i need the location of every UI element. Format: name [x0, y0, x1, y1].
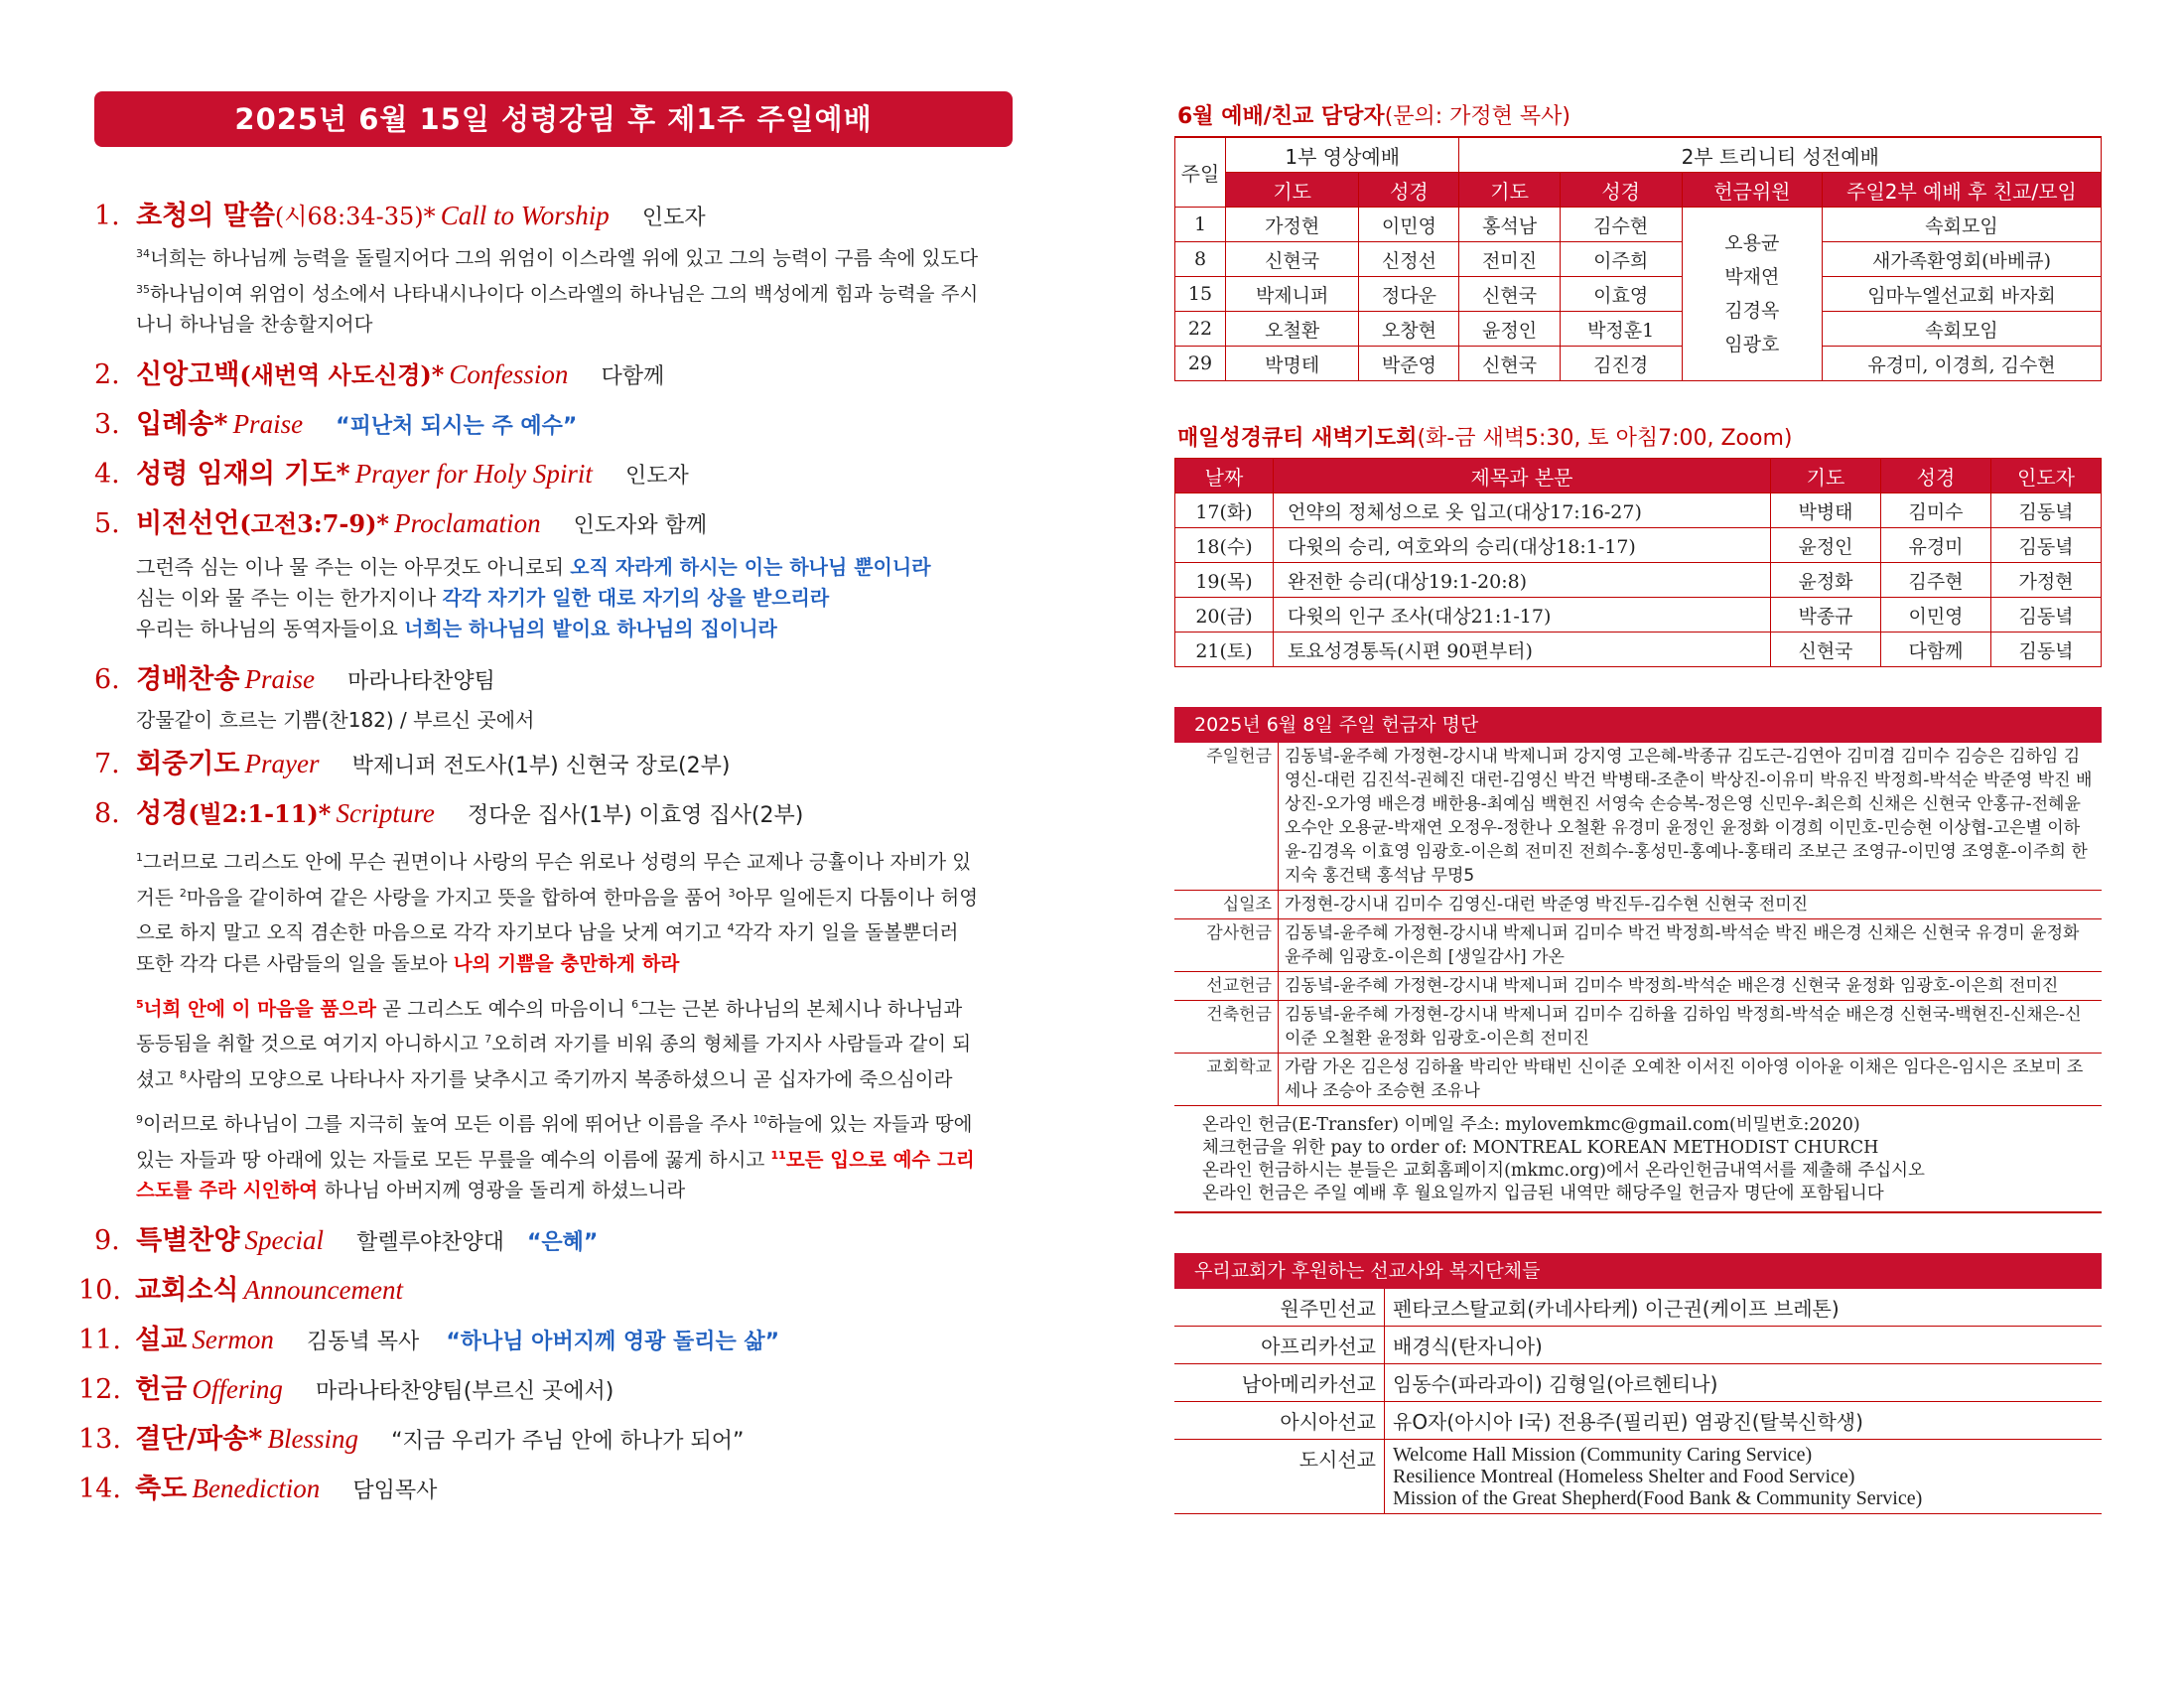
mission-row: 남아메리카선교 임동수(파라과이) 김형일(아르헨티나)	[1174, 1364, 2102, 1402]
offering-table	[1174, 743, 2102, 1106]
missions-heading: 우리교회가 후원하는 선교사와 복지단체들	[1174, 1253, 2102, 1289]
info-page	[1174, 99, 2102, 1514]
qt-row: 21(토) 토요성경통독(시편 90편부터) 신현국 다함께 김동녘	[1175, 633, 2102, 667]
qt-row: 19(목) 완전한 승리(대상19:1-20:8) 윤정화 김주현 가정현	[1175, 563, 2102, 598]
order-item-3: 3. 입례송* Praise “피난처 되시는 주 예수”	[94, 409, 578, 440]
duty-row: 1 가정현 이민영 홍석남 김수현 오용균 박재연 김경옥 임광호 속회모임	[1175, 208, 2102, 242]
scripture-text-2: $^5$너희 안에 이 마음을 품으라 곧 그리스도 예수의 마음이니 $^6$그는 근본 하나님의 본체시나 하나님과 동등됨을 취할 것으로 여기지 아니하시고 $^7$오히려 자기를 비워 종의 형체를 가지사 사람들과 같이 되셨고 $^8$사람의 모양으로 나타나사 자기를 낮추시고 죽기까지 복종하셨으니 곧 십자가에 죽으심이라	[136, 997, 972, 1090]
scripture-text-1: $^1$그러므로 그리스도 안에 무슨 권면이나 사랑의 무슨 위로나 성령의 무슨 교제나 긍휼이나 자비가 있거든 $^2$마음을 같이하여 같은 사랑을 가지고 뜻을 합하여 한마음을 품어 $^3$아무 일에든지 다툼이나 허영으로 하지 말고 오직 겸손한 마음으로 각각 자기보다 남을 낫게 여기고 $^4$각각 자기 일을 돌볼뿐더러 또한 각각 다른 사람들의 일을 돌보아 나의 기쁨을 충만하게 하라	[136, 850, 979, 975]
mission-row: 원주민선교 펜타코스탈교회(카네사타케) 이근권(케이프 브레톤)	[1174, 1289, 2102, 1327]
order-item-9: 9. 특별찬양 Special 할렐루야찬양대 “은혜”	[94, 1225, 599, 1256]
order-item-2: 2. 신앙고백(새번역 사도신경)* Confession 다함께	[94, 359, 665, 390]
duty-row: 8 신현국 신정선 전미진 이주희 새가족환영회(바베큐)	[1175, 242, 2102, 277]
offering-row: 교회학교 가람 가온 김은성 김하율 박리안 박태빈 신이준 오예찬 이서진 이아영 이아윤 이채은 임다은-임시은 조보미 조세나 조승아 조승현 조유나	[1174, 1054, 2102, 1106]
qt-row: 17(화) 언약의 정체성으로 옷 입고(대상17:16-27) 박병태 김미수 김동녘	[1175, 493, 2102, 528]
order-item-14: 14. 축도 Benediction 담임목사	[78, 1474, 438, 1504]
online-offering-info: 온라인 헌금(E-Transfer) 이메일 주소: mylovemkmc@gmail.com(비밀번호:2020) 체크헌금을 위한 pay to order of: MONTREAL KOREAN METHODIST CHURCH 온라인 헌금하시는 분들은 교회홈페이지(mkmc.org)에서 온라인헌금내역서를 제출해 주십시오 온라인 헌금은 주일 예배 후 월요일까지 입금된 내역만 해당주일 헌금자 명단에 포함됩니다	[1174, 1106, 2102, 1213]
offering-team: 오용균 박재연 김경옥 임광호	[1682, 208, 1822, 381]
order-item-7: 7. 회중기도 Prayer 박제니퍼 전도사(1부) 신현국 장로(2부)	[94, 749, 731, 779]
order-of-worship	[78, 191, 1013, 1513]
offering-row: 선교헌금 김동녘-윤주혜 가정현-강시내 박제니퍼 김미수 박정희-박석순 배은경 신현국 윤정화 임광호-이은희 전미진	[1174, 972, 2102, 1001]
offering-heading: 2025년 6월 8일 주일 헌금자 명단	[1174, 707, 2102, 743]
duty-row: 15 박제니퍼 정다운 신현국 이효영 임마누엘선교회 바자회	[1175, 277, 2102, 312]
hymn-list: 강물같이 흐르는 기쁨(찬182) / 부르신 곳에서	[136, 708, 535, 732]
order-item-8: 8. 성경(빌2:1-11)* Scripture 정다운 집사(1부) 이효영 집사(2부)	[94, 798, 804, 829]
psalm-text: $^{34}$너희는 하나님께 능력을 돌릴지어다 그의 위엄이 이스라엘 위에 있고 그의 능력이 구름 속에 있도다 $^{35}$하나님이여 위엄이 성소에서 나타내시나이다 이스라엘의 하나님은 그의 백성에게 힘과 능력을 주시나니 하나님을 찬송할지어다	[136, 246, 979, 336]
missions-table	[1174, 1289, 2102, 1514]
order-item-13: 13. 결단/파송* Blessing “지금 우리가 주님 안에 하나가 되어”	[78, 1424, 745, 1455]
duty-row: 29 박명테 박준영 신현국 김진경 유경미, 이경희, 김수현	[1175, 347, 2102, 381]
worship-order-page	[78, 91, 1013, 1504]
scripture-text-3: $^9$이러므로 하나님이 그를 지극히 높여 모든 이름 위에 뛰어난 이름을 주사 $^{10}$하늘에 있는 자들과 땅에 있는 자들과 땅 아래에 있는 자들로 모든 무릎을 예수의 이름에 꿇게 하시고 $^{11}$모든 입으로 예수 그리스도를 주라 시인하여 하나님 아버지께 영광을 돌리게 하셨느니라	[136, 1112, 975, 1201]
offering-row: 주일헌금 김동녘-윤주혜 가정현-강시내 박제니퍼 강지영 고은혜-박종규 김도근-김연아 김미겸 김미수 김승은 김하임 김영신-대런 김진석-권혜진 대런-김영신 박건 박병태-조춘이 박상진-이유미 박유진 박정희-박석순 박준영 박진 배상진-오가영 배은경 배한용-최예심 백현진 서영숙 손승복-정은영 신민우-최은희 신채은 신현국 안홍규-전혜윤 오수안 오용균-박재연 오정우-정한나 오철환 유경미 윤정인 윤정화 이경희 이민호-민승현 이상협-고은별 이하윤-김경옥 이효영 임광호-이은희 전미진 전희수-홍성민-홍예나-홍태리 조보근 조영규-이민영 조영훈-이주희 한지숙 홍건택 홍석남 무명5	[1174, 743, 2102, 891]
order-item-4: 4. 성령 임재의 기도* Prayer for Holy Spirit 인도자	[94, 459, 689, 490]
order-item-1: 1. 초청의 말씀(시68:34-35)* Call to Worship 인도자	[94, 201, 706, 231]
service-title: 2025년 6월 15일 성령강림 후 제1주 주일예배	[94, 91, 1013, 147]
offering-row: 건축헌금 김동녘-윤주혜 가정현-강시내 박제니퍼 김미수 김하율 김하임 박정희-박석순 배은경 신현국-백현진-신채은-신이준 오철환 윤정화 임광호-이은희 전미진	[1174, 1001, 2102, 1054]
vision-text: 그런즉 심는 이나 물 주는 이는 아무것도 아니로되 오직 자라게 하시는 이는 하나님 뿐이니라 심는 이와 물 주는 이는 한가지이나 각각 자기가 일한 대로 자기의 상을 받으리라 우리는 하나님의 동역자들이요 너희는 하나님의 밭이요 하나님의 집이니라	[136, 555, 931, 640]
mission-row: 아시아선교 유O자(아시아 I국) 전용주(필리핀) 염광진(탈북신학생)	[1174, 1402, 2102, 1440]
order-item-5: 5. 비전선언(고전3:7-9)* Proclamation 인도자와 함께	[94, 508, 708, 539]
qt-table: 날짜 제목과 본문 기도 성경 인도자 17(화) 언약의 정체성으로 옷 입고(대상17:16-27) 박병태 김미수 김동녘 18(수) 다윗의 승리, 여호와의 승리(대상18:1-17) 윤정인 유경미 김동녘 19(목) 완전한 승리(대상19:1-20:8) 윤정화 김주현 가정현 20(금) 다윗의 인구 조사(대상21:1-17) 박종규 이민영 김동녘 21(토) 토요성경통독(시편 90편부터) 신현국 다함께 김동녘	[1174, 458, 2102, 667]
offering-row: 감사헌금 김동녘-윤주혜 가정현-강시내 박제니퍼 김미수 박건 박정희-박석순 박진 배은경 신채은 신현국 유경미 윤정화 윤주혜 임광호-이은희 [생일감사] 가온	[1174, 919, 2102, 972]
order-item-10: 10. 교회소식 Announcement	[78, 1275, 403, 1306]
qt-row: 20(금) 다윗의 인구 조사(대상21:1-17) 박종규 이민영 김동녘	[1175, 598, 2102, 633]
qt-heading: 매일성경큐티 새벽기도회(화-금 새벽5:30, 토 아침7:00, Zoom)	[1177, 426, 1793, 451]
order-item-11: 11. 설교 Sermon 김동녘 목사 “하나님 아버지께 영광 돌리는 삶”	[78, 1325, 780, 1355]
duty-row: 22 오철환 오창현 윤정인 박정훈1 속회모임	[1175, 312, 2102, 347]
order-item-12: 12. 헌금 Offering 마라나타찬양팀(부르신 곳에서)	[78, 1374, 614, 1405]
order-item-6: 6. 경배찬송 Praise 마라나타찬양팀	[94, 664, 495, 695]
mission-row: 아프리카선교 배경식(탄자니아)	[1174, 1327, 2102, 1364]
offering-row: 십일조 가정현-강시내 김미수 김영신-대런 박준영 박진두-김수현 신현국 전미진	[1174, 891, 2102, 919]
duty-heading: 6월 예배/친교 담당자(문의: 가정현 목사)	[1177, 104, 1571, 129]
qt-row: 18(수) 다윗의 승리, 여호와의 승리(대상18:1-17) 윤정인 유경미 김동녘	[1175, 528, 2102, 563]
duty-table: 주일 1부 영상예배 2부 트리니티 성전예배 기도 성경 기도 성경 헌금위원 주일2부 예배 후 친교/모임 1 가정현 이민영 홍석남 김수현 오용균 박재연 김경옥 임광호 속회모임 8 신현국 신정선 전미진 이주희 새가족환영회(바베큐) 15 박제니퍼 정다운 신현국 이효영 임마누엘선교회 바자회 22 오철환 오창현 윤정인 박정훈1 속회모임 29 박명테 박준영 신현국 김진경 유경미, 이경희, 김수현	[1174, 136, 2102, 381]
mission-row: 도시선교 Welcome Hall Mission (Community Caring Service) Resilience Montreal (Homeless Shelter and Food Service) Mission of the Great Shepherd(Food Bank & Community Service)	[1174, 1440, 2102, 1514]
